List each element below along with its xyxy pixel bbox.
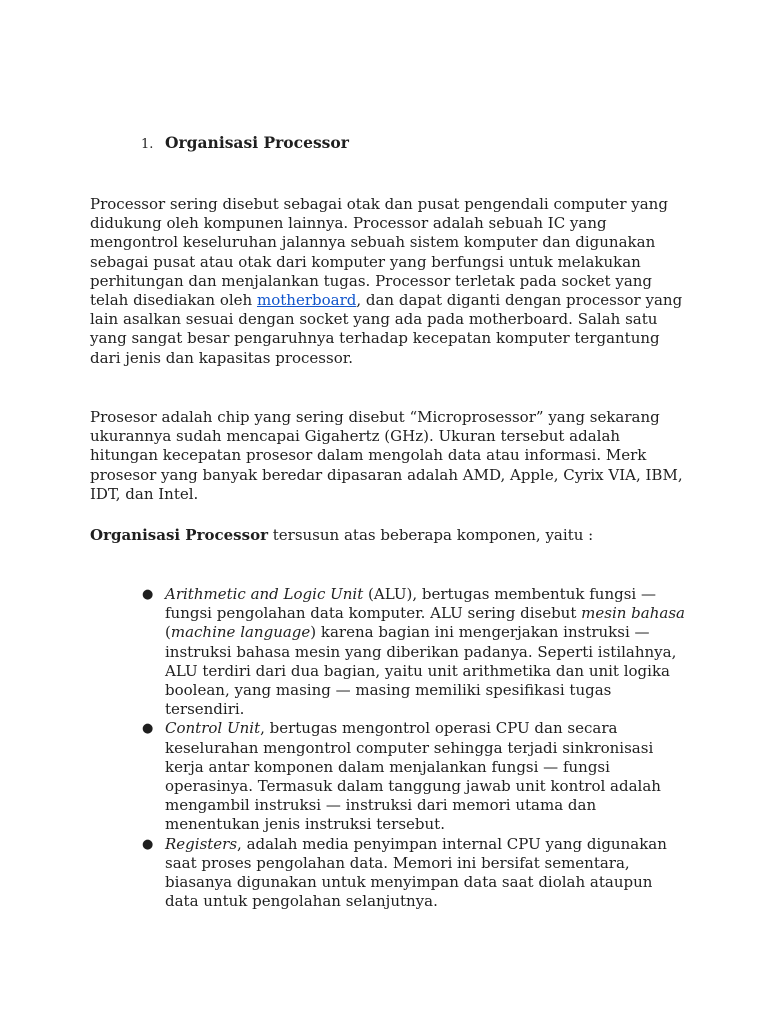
paragraph-text: Processor sering disebut sebagai otak dan pusat pengendali computer yang didukung oleh kompunen lainnya. Processor adalah sebuah IC yang mengontrol keseluruhan jalannya sebuah sistem komputer dan digunakan sebagai pusat atau otak dari komputer yang berfungsi untuk melakukan perhitungan dan menjalankan tugas. Processor terletak pada socket yang telah disediakan oleh xyxy=(90,195,668,310)
bold-term: Organisasi Processor xyxy=(90,526,268,544)
component-list xyxy=(90,585,690,911)
bullet-marker: ● xyxy=(142,721,154,737)
list-item-control-unit xyxy=(90,719,690,834)
item-text: , adalah media penyimpan internal CPU yang digunakan saat proses pengolahan data. Memori ini bersifat sementara, biasanya digunakan untuk menyimpan data saat diolah ataupun data untuk pengolahan selanjutnya. xyxy=(165,834,667,911)
bullet-marker: ● xyxy=(142,587,154,602)
term-registers: Registers xyxy=(165,834,238,853)
paragraph-text: tersusun atas beberapa komponen, yaitu : xyxy=(267,526,594,544)
term-alu: Arithmetic and Logic Unit xyxy=(165,585,364,603)
section-heading xyxy=(141,133,349,152)
item-text: ( xyxy=(165,623,171,642)
paragraph-components-intro xyxy=(90,526,690,545)
motherboard-link[interactable]: motherboard xyxy=(257,291,357,310)
list-item-alu xyxy=(90,585,690,719)
heading-number: 1. xyxy=(141,137,154,152)
item-text: , bertugas mengontrol operasi CPU dan secara keselurahan mengontrol computer sehingga terjadi sinkronisasi kerja antar komponen dalam menjalankan fungsi — fungsi operasinya. Termasuk dalam tanggung jawab unit kontrol adalah mengambil instruksi — instruksi dari memori utama dan menentukan jenis instruksi tersebut. xyxy=(165,719,661,834)
heading-title: Organisasi Processor xyxy=(165,133,349,152)
paragraph-processor-intro xyxy=(90,195,690,368)
list-item-registers xyxy=(90,835,690,912)
item-text: (ALU), bertugas membentuk fungsi — fungsi pengolahan data komputer. ALU sering disebut xyxy=(165,585,656,623)
item-text: ) karena bagian ini mengerjakan instruksi — instruksi bahasa mesin yang diberikan padanya. Seperti istilahnya, ALU terdiri dari dua bagian, yaitu unit arithmetika dan unit logika boolean, yang masing — masing memiliki spesifikasi tugas tersendiri. xyxy=(165,623,677,719)
term-machine-language: machine language xyxy=(170,623,311,642)
term-mesin-bahasa: mesin bahasa xyxy=(581,604,685,623)
bullet-marker: ● xyxy=(142,836,154,852)
term-control-unit: Control Unit xyxy=(165,719,261,738)
paragraph-microprocessor: Prosesor adalah chip yang sering disebut “Microprosessor” yang sekarang ukurannya sudah mencapai Gigahertz (GHz). Ukuran tersebut adalah hitungan kecepatan prosesor dalam mengolah data atau informasi. Merk prosesor yang banyak beredar dipasaran adalah AMD, Apple, Cyrix VIA, IBM, IDT, dan Intel. xyxy=(90,408,683,503)
paragraph-text: , dan dapat diganti dengan processor yang lain asalkan sesuai dengan socket yang ada pada motherboard. Salah satu yang sangat besar pengaruhnya terhadap kecepatan komputer tergantung dari jenis dan kapasitas processor. xyxy=(90,291,683,367)
